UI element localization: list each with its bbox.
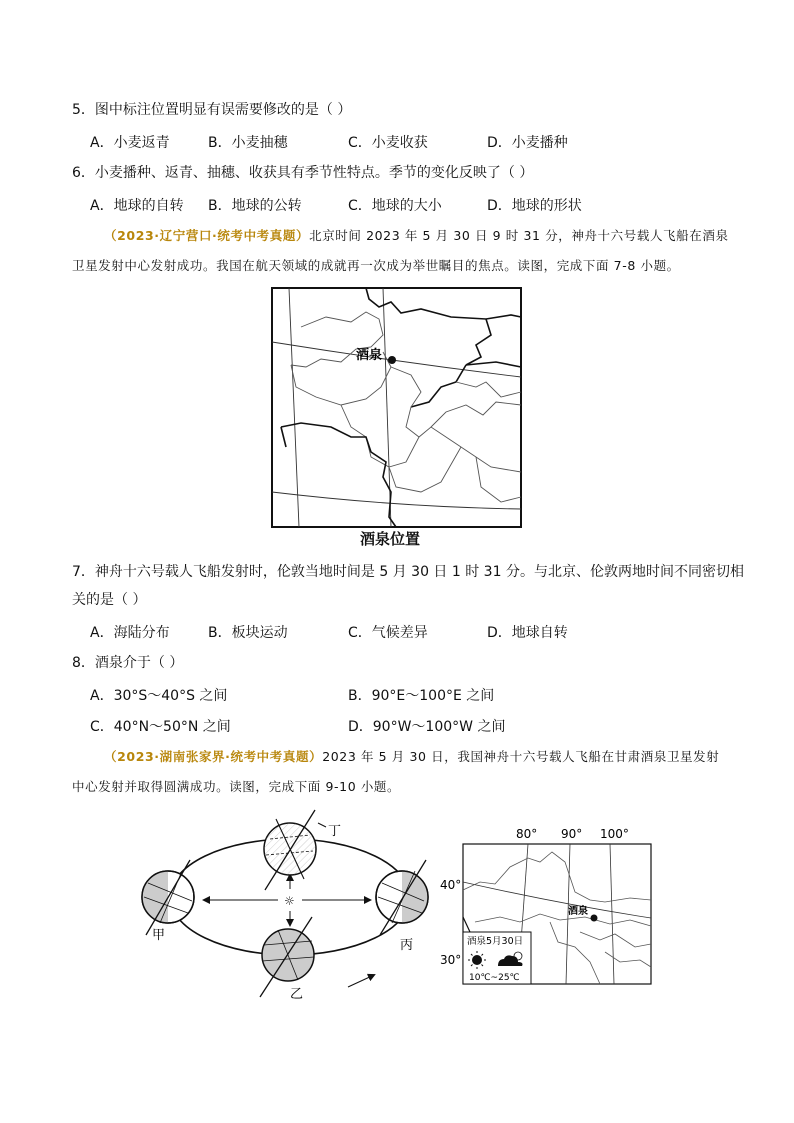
jiuquan-latlon-map	[440, 822, 660, 992]
q7-option-c[interactable]: C．气候差异	[348, 625, 428, 641]
passage1-line1	[104, 226, 729, 246]
lon-label-90: 90°	[561, 827, 583, 841]
q5-stem: 5．图中标注位置明显有误需要修改的是（ ）	[72, 102, 352, 118]
q8-option-c[interactable]: C．40°N～50°N 之间	[90, 719, 231, 735]
jiuquan-label: 酒泉	[356, 348, 383, 363]
q5-option-d[interactable]: D．小麦播种	[487, 135, 568, 151]
q8-option-b[interactable]: B．90°E～100°E 之间	[348, 688, 495, 704]
q6-option-d[interactable]: D．地球的形状	[487, 198, 582, 214]
jiuquan-location-map	[271, 287, 523, 531]
passage1-line2: 卫星发射中心发射成功。我国在航天领域的成就再一次成为举世瞩目的焦点。读图，完成下面 7-8 小题。	[72, 258, 680, 273]
q8-stem: 8．酒泉介于（ ）	[72, 655, 184, 671]
q8-option-a[interactable]: A．30°S～40°S 之间	[90, 688, 228, 704]
jiuquan-point	[388, 356, 396, 364]
earth-yi	[260, 917, 314, 997]
lon-label-100: 100°	[600, 827, 629, 841]
q6-stem: 6．小麦播种、返青、抽穗、收获具有季节性特点。季节的变化反映了（ ）	[72, 165, 534, 181]
q7-stem-line2: 关的是（ ）	[72, 592, 147, 608]
lat-label-30: 30°	[440, 953, 462, 967]
passage1-source: （2023·辽宁营口·统考中考真题）	[104, 228, 310, 243]
q7-option-b[interactable]: B．板块运动	[208, 625, 288, 641]
q5-option-a[interactable]: A．小麦返青	[90, 135, 170, 151]
q7-stem-line1: 7．神舟十六号载人飞船发射时，伦敦当地时间是 5 月 30 日 1 时 31 分。与北京、伦敦两地时间不同密切相	[72, 564, 744, 580]
passage1-text1: 北京时间 2023 年 5 月 30 日 9 时 31 分，神舟十六号载人飞船在酒泉	[309, 228, 729, 243]
sun-icon: ☼	[284, 894, 295, 908]
map2-jiuquan-point	[591, 915, 598, 922]
q6-option-c[interactable]: C．地球的大小	[348, 198, 442, 214]
map1-caption: 酒泉位置	[360, 530, 421, 548]
q7-option-d[interactable]: D．地球自转	[487, 625, 568, 641]
q6-option-a[interactable]: A．地球的自转	[90, 198, 184, 214]
map2-jiuquan-label: 酒泉	[568, 906, 588, 917]
lon-label-80: 80°	[516, 827, 538, 841]
q5-option-c[interactable]: C．小麦收获	[348, 135, 428, 151]
weather-temp: 10℃~25℃	[469, 973, 520, 983]
q5-option-b[interactable]: B．小麦抽穗	[208, 135, 288, 151]
passage2-line2: 中心发射并取得圆满成功。读图，完成下面 9-10 小题。	[72, 779, 401, 794]
orbit-label-ding: 丁	[328, 824, 342, 839]
lat-label-40: 40°	[440, 878, 462, 892]
earth-bing	[376, 860, 428, 935]
passage2-line1	[104, 747, 719, 767]
q6-option-b[interactable]: B．地球的公转	[208, 198, 302, 214]
q8-option-d[interactable]: D．90°W～100°W 之间	[348, 719, 506, 735]
orbit-label-yi: 乙	[290, 987, 304, 1002]
earth-jia	[142, 860, 194, 935]
orbit-label-bing: 丙	[400, 938, 414, 953]
weather-title: 酒泉5月30日	[467, 936, 524, 947]
earth-orbit-diagram	[130, 805, 450, 1005]
passage2-text1: 2023 年 5 月 30 日，我国神舟十六号载人飞船在甘肃酒泉卫星发射	[322, 749, 720, 764]
q7-option-a[interactable]: A．海陆分布	[90, 625, 170, 641]
passage2-source: （2023·湖南张家界·统考中考真题）	[104, 749, 323, 764]
orbit-label-jia: 甲	[152, 928, 166, 943]
